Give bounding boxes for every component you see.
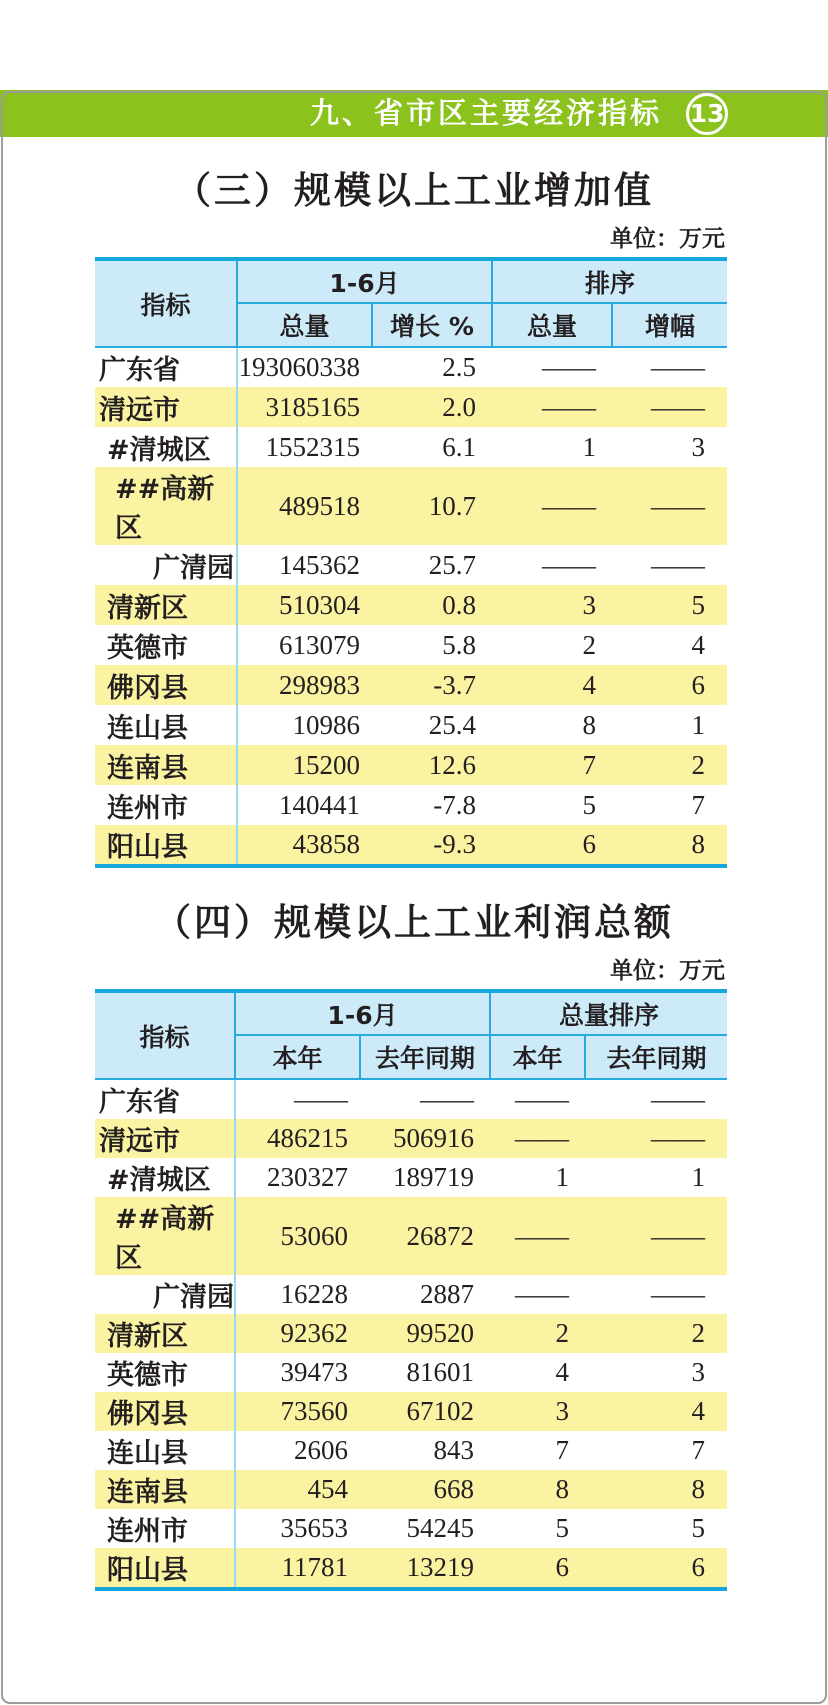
row-value: 7 — [555, 1435, 570, 1465]
section-title: （四）规模以上工业利润总额 — [154, 901, 674, 944]
row-value: —— — [651, 490, 706, 521]
row-value: —— — [420, 1084, 475, 1114]
row-value: 16228 — [280, 1279, 348, 1309]
table-row — [95, 1158, 727, 1197]
added-value-table — [95, 257, 727, 868]
row-indicator-label: 英德市 — [95, 625, 237, 665]
row-indicator-label: 连山县 — [95, 1431, 235, 1470]
table-row — [95, 545, 727, 585]
row-value: 26872 — [406, 1220, 475, 1251]
row-value: 454 — [307, 1474, 348, 1504]
row-value: —— — [651, 1279, 706, 1309]
table-row — [95, 825, 727, 866]
row-value: —— — [651, 1220, 706, 1251]
row-value: 99520 — [406, 1318, 475, 1348]
profit-table — [95, 989, 727, 1591]
table-row — [95, 1353, 727, 1392]
row-value: 3 — [555, 1396, 570, 1426]
row-value: 1552315 — [265, 431, 360, 462]
row-value: 1 — [691, 709, 706, 740]
table-row — [95, 1197, 727, 1275]
row-indicator-label: 广东省 — [95, 347, 237, 387]
row-value: 81601 — [406, 1357, 475, 1387]
row-value: 0.8 — [442, 589, 477, 620]
table-row — [95, 1119, 727, 1158]
row-value: 145362 — [279, 549, 360, 580]
row-value: 3 — [582, 589, 597, 620]
row-value: 506916 — [393, 1123, 475, 1153]
col-group-period: 1-6月 — [235, 991, 490, 1035]
row-value: 2 — [582, 629, 597, 660]
row-value: 5 — [555, 1513, 570, 1543]
row-value: 7 — [691, 789, 706, 820]
row-value: 54245 — [406, 1513, 475, 1543]
row-value: 613079 — [279, 629, 360, 660]
row-value: 43858 — [292, 829, 360, 859]
col-header-current-year: 本年 — [235, 1035, 360, 1079]
row-value: 6.1 — [442, 431, 477, 462]
col-header-rank-current: 本年 — [490, 1035, 585, 1079]
row-value: 5 — [582, 789, 597, 820]
row-value: 15200 — [292, 749, 360, 780]
row-value: —— — [651, 352, 706, 382]
row-value: 25.4 — [428, 709, 477, 740]
row-value: 2606 — [294, 1435, 348, 1465]
page-number-badge: 13 — [686, 93, 728, 135]
row-value: 53060 — [280, 1220, 348, 1251]
table-row — [95, 1275, 727, 1314]
row-value: -9.3 — [433, 829, 477, 859]
row-value: 6 — [691, 1552, 706, 1582]
row-value: 7 — [691, 1435, 706, 1465]
row-value: -7.8 — [433, 789, 477, 820]
row-value: 2.5 — [442, 352, 477, 382]
table-row — [95, 1314, 727, 1353]
row-value: 668 — [433, 1474, 475, 1504]
col-header-total: 总量 — [237, 303, 372, 347]
chapter-header-bar — [0, 90, 828, 137]
row-value: 5 — [691, 1513, 706, 1543]
row-value: —— — [542, 391, 597, 422]
unit-label: 单位：万元 — [610, 226, 725, 252]
row-indicator-label: 清新区 — [95, 585, 237, 625]
row-value: —— — [651, 391, 706, 422]
row-value: 510304 — [279, 589, 360, 620]
row-value: -3.7 — [433, 669, 477, 700]
row-value: —— — [294, 1084, 348, 1114]
col-header-rank-last: 去年同期 — [585, 1035, 727, 1079]
row-indicator-label: ##高新区 — [95, 467, 237, 545]
row-value: 486215 — [267, 1123, 348, 1153]
table-row — [95, 347, 727, 387]
row-value: 10986 — [292, 709, 360, 740]
row-value: 5.8 — [442, 629, 477, 660]
row-value: 4 — [691, 629, 706, 660]
row-value: 39473 — [280, 1357, 348, 1387]
row-value: 2887 — [420, 1279, 475, 1309]
row-value: 2.0 — [442, 391, 477, 422]
col-header-rank-total: 总量 — [492, 303, 612, 347]
row-value: 3185165 — [265, 391, 360, 422]
row-value: 4 — [555, 1357, 570, 1387]
row-value: 67102 — [406, 1396, 475, 1426]
row-value: —— — [651, 549, 706, 580]
header-row-groups — [95, 259, 727, 303]
row-value: 298983 — [279, 669, 360, 700]
row-indicator-label: 广东省 — [95, 1079, 235, 1119]
chapter-title: 九、省市区主要经济指标 — [309, 96, 662, 130]
row-value: 1 — [582, 431, 597, 462]
table-row — [95, 1392, 727, 1431]
row-indicator-label: 连州市 — [95, 1509, 235, 1548]
row-indicator-label: 清新区 — [95, 1314, 235, 1353]
row-indicator-label: 连南县 — [95, 1470, 235, 1509]
row-value: 2 — [555, 1318, 570, 1348]
table-row — [95, 705, 727, 745]
row-value: 8 — [691, 1474, 706, 1504]
col-group-rank: 排序 — [492, 259, 727, 303]
table-row — [95, 1548, 727, 1589]
table-row — [95, 625, 727, 665]
row-value: 230327 — [267, 1162, 348, 1192]
row-value: —— — [515, 1084, 570, 1114]
row-value: —— — [515, 1220, 570, 1251]
section-title: （三）规模以上工业增加值 — [174, 169, 654, 212]
row-value: —— — [542, 352, 597, 382]
table-row — [95, 785, 727, 825]
row-value: 5 — [691, 589, 706, 620]
row-indicator-label: #清城区 — [95, 427, 237, 467]
row-value: 6 — [691, 669, 706, 700]
row-value: 3 — [691, 431, 706, 462]
row-indicator-label: 连山县 — [95, 705, 237, 745]
col-group-rank: 总量排序 — [490, 991, 727, 1035]
row-value: 92362 — [280, 1318, 348, 1348]
row-value: 2 — [691, 1318, 706, 1348]
row-value: 25.7 — [428, 549, 477, 580]
row-value: 10.7 — [428, 490, 477, 521]
table-row — [95, 1470, 727, 1509]
table-row — [95, 1079, 727, 1119]
col-header-indicator: 指标 — [95, 259, 237, 347]
row-indicator-label: 广清园 — [95, 545, 237, 585]
row-value: 3 — [691, 1357, 706, 1387]
table-row — [95, 665, 727, 705]
row-indicator-label: #清城区 — [95, 1158, 235, 1197]
table-row — [95, 745, 727, 785]
row-value: —— — [542, 549, 597, 580]
row-value: 1 — [555, 1162, 570, 1192]
section-profit — [0, 892, 828, 1591]
row-indicator-label: 连州市 — [95, 785, 237, 825]
table-row — [95, 427, 727, 467]
row-value: 2 — [691, 749, 706, 780]
row-indicator-label: 佛冈县 — [95, 665, 237, 705]
col-header-last-year: 去年同期 — [360, 1035, 490, 1079]
row-value: —— — [651, 1084, 706, 1114]
col-group-period: 1-6月 — [237, 259, 492, 303]
row-indicator-label: 英德市 — [95, 1353, 235, 1392]
row-value: —— — [651, 1123, 706, 1153]
row-value: —— — [542, 490, 597, 521]
row-value: —— — [515, 1123, 570, 1153]
row-value: 8 — [555, 1474, 570, 1504]
row-value: 8 — [691, 829, 706, 859]
row-indicator-label: 阳山县 — [95, 825, 237, 866]
table-row — [95, 1509, 727, 1548]
table-row — [95, 387, 727, 427]
row-indicator-label: 连南县 — [95, 745, 237, 785]
row-value: 6 — [555, 1552, 570, 1582]
table-row — [95, 467, 727, 545]
row-value: 6 — [582, 829, 597, 859]
row-value: 11781 — [281, 1552, 348, 1582]
row-value: —— — [515, 1279, 570, 1309]
row-value: 35653 — [280, 1513, 348, 1543]
unit-label: 单位：万元 — [610, 958, 725, 984]
row-indicator-label: 清远市 — [95, 387, 237, 427]
row-indicator-label: ##高新区 — [95, 1197, 235, 1275]
col-header-growth: 增长 % — [372, 303, 492, 347]
row-value: 189719 — [393, 1162, 475, 1192]
row-value: 193060338 — [238, 352, 360, 382]
row-value: 12.6 — [428, 749, 477, 780]
section-added-value — [0, 160, 828, 868]
header-row-groups — [95, 991, 727, 1035]
row-value: 4 — [582, 669, 597, 700]
row-value: 8 — [582, 709, 597, 740]
row-value: 1 — [691, 1162, 706, 1192]
row-value: 73560 — [280, 1396, 348, 1426]
row-value: 489518 — [279, 490, 360, 521]
row-value: 843 — [433, 1435, 475, 1465]
row-indicator-label: 佛冈县 — [95, 1392, 235, 1431]
row-indicator-label: 阳山县 — [95, 1548, 235, 1589]
row-value: 140441 — [279, 789, 360, 820]
table-row — [95, 1431, 727, 1470]
row-value: 13219 — [406, 1552, 475, 1582]
row-value: 7 — [582, 749, 597, 780]
col-header-indicator: 指标 — [95, 991, 235, 1079]
row-indicator-label: 广清园 — [95, 1275, 235, 1314]
row-indicator-label: 清远市 — [95, 1119, 235, 1158]
table-row — [95, 585, 727, 625]
col-header-rank-growth: 增幅 — [612, 303, 727, 347]
row-value: 4 — [691, 1396, 706, 1426]
